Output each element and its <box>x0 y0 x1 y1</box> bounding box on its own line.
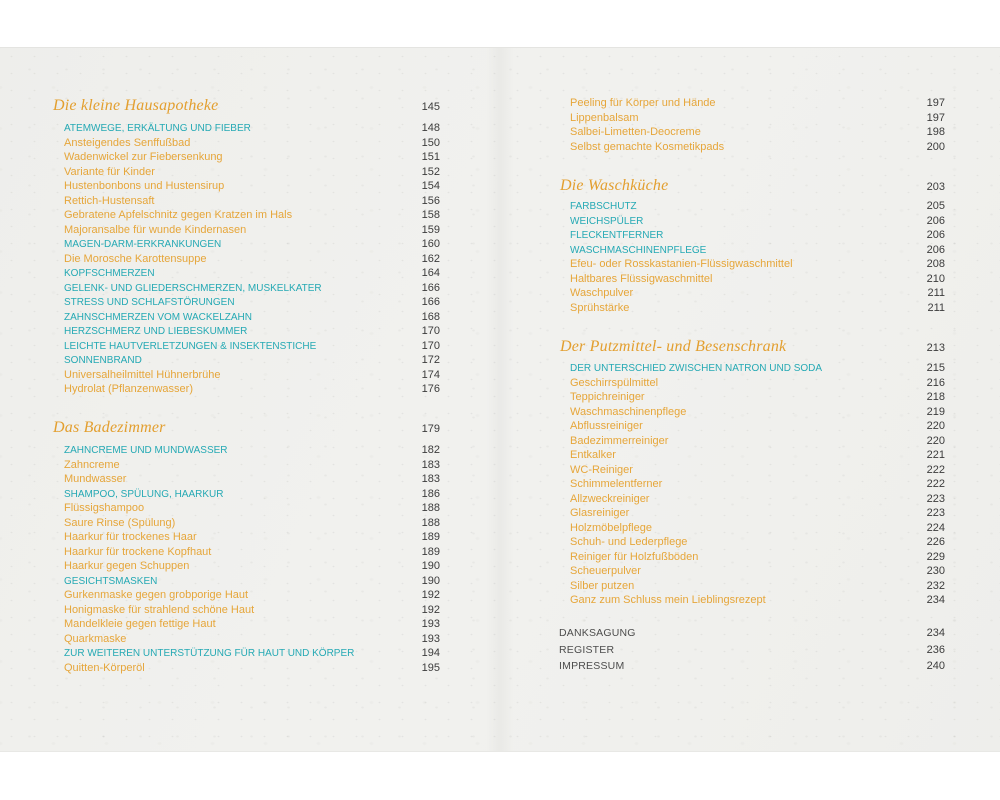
toc-recipe-entry <box>53 458 440 473</box>
entry-title: Sprühstärke <box>570 301 630 314</box>
entry-page-number: 183 <box>421 458 440 471</box>
toc-recipe-entry <box>559 272 945 287</box>
entry-page-number: 159 <box>421 223 440 236</box>
entry-page-number: 240 <box>926 660 945 672</box>
entry-title: Mundwasser <box>64 473 127 485</box>
entry-page-number: 188 <box>421 502 440 514</box>
section-heading-row <box>559 176 945 196</box>
entry-title: Peeling für Körper und Hände <box>570 97 716 109</box>
section-page-number: 203 <box>926 181 945 193</box>
entry-title: ZAHNCREME UND MUNDWASSER <box>64 445 228 456</box>
toc-recipe-entry <box>53 252 440 267</box>
entry-page-number: 190 <box>421 574 440 587</box>
section-heading: Der Putzmittel- und Besenschrank <box>560 338 787 355</box>
entry-title: Ganz zum Schluss mein Lieblingsrezept <box>570 594 766 606</box>
entry-page-number: 150 <box>421 136 440 149</box>
entry-title: WASCHMASCHINENPFLEGE <box>570 244 707 256</box>
toc-topic-entry <box>53 646 440 661</box>
entry-title: Entkalker <box>570 449 616 461</box>
toc-recipe-entry <box>53 208 440 223</box>
entry-title: Die Morosche Karottensuppe <box>64 252 207 265</box>
entry-page-number: 229 <box>926 550 945 563</box>
entry-page-number: 186 <box>421 487 440 500</box>
continued-entry-list <box>559 96 945 154</box>
section-page-number: 145 <box>421 101 440 113</box>
entry-page-number: 206 <box>926 214 945 227</box>
entry-page-number: 216 <box>926 376 945 389</box>
entry-title: Teppichreiniger <box>570 391 645 403</box>
toc-topic-entry <box>53 310 440 325</box>
entry-title: Saure Rinse (Spülung) <box>64 516 176 529</box>
entry-page-number: 190 <box>421 560 440 572</box>
entry-page-number: 172 <box>421 354 440 366</box>
entry-title: ATEMWEGE, ERKÄLTUNG UND FIEBER <box>64 123 251 134</box>
entry-page-number: 189 <box>421 531 440 543</box>
toc-recipe-entry <box>559 579 945 594</box>
toc-recipe-entry <box>53 165 440 180</box>
entry-page-number: 220 <box>926 434 945 447</box>
entry-page-number: 206 <box>926 229 945 241</box>
entry-title: DER UNTERSCHIED ZWISCHEN NATRON UND SODA <box>570 363 823 374</box>
entry-page-number: 200 <box>926 140 945 153</box>
section-page-number: 179 <box>421 423 440 435</box>
toc-recipe-entry <box>53 559 440 574</box>
entry-page-number: 205 <box>926 200 945 212</box>
entry-title: Haarkur gegen Schuppen <box>64 560 190 572</box>
entry-title: IMPRESSUM <box>559 660 625 672</box>
entry-page-number: 192 <box>421 603 440 616</box>
toc-recipe-entry <box>559 550 945 565</box>
section-entry-list <box>53 121 440 397</box>
entry-page-number: 223 <box>926 507 945 519</box>
toc-recipe-entry <box>559 390 945 405</box>
entry-title: Abflussreiniger <box>570 420 643 432</box>
entry-page-number: 211 <box>927 301 945 314</box>
entry-page-number: 230 <box>926 565 945 577</box>
entry-title: Glasreiniger <box>570 507 630 519</box>
toc-recipe-entry <box>53 179 440 194</box>
section-heading-row <box>53 96 440 116</box>
entry-page-number: 222 <box>926 478 945 490</box>
entry-title: Lippenbalsam <box>570 111 639 124</box>
back-matter-entry <box>559 642 945 659</box>
toc-recipe-entry <box>53 545 440 560</box>
entry-page-number: 166 <box>421 296 440 308</box>
entry-title: REGISTER <box>559 643 615 656</box>
entry-title: Ansteigendes Senffußbad <box>64 136 191 149</box>
entry-page-number: 223 <box>926 492 945 505</box>
entry-title: Schuh- und Lederpflege <box>570 536 688 548</box>
entry-title: Wadenwickel zur Fiebersenkung <box>64 151 223 163</box>
toc-recipe-entry <box>53 516 440 531</box>
entry-page-number: 198 <box>926 126 945 138</box>
entry-page-number: 164 <box>421 267 440 279</box>
entry-page-number: 208 <box>926 258 945 270</box>
entry-page-number: 211 <box>927 287 945 299</box>
entry-page-number: 168 <box>421 310 440 323</box>
toc-recipe-entry <box>559 593 945 608</box>
entry-title: Allzweckreiniger <box>570 492 650 505</box>
toc-topic-entry <box>53 339 440 354</box>
entry-title: KOPFSCHMERZEN <box>64 268 155 279</box>
toc-recipe-entry <box>559 492 945 507</box>
toc-recipe-entry <box>53 530 440 545</box>
toc-recipe-entry <box>53 472 440 487</box>
entry-title: Schimmelentferner <box>570 478 663 490</box>
entry-title: Quarkmaske <box>64 632 127 645</box>
entry-page-number: 170 <box>421 325 440 337</box>
toc-recipe-entry <box>559 419 945 434</box>
entry-page-number: 232 <box>926 579 945 592</box>
entry-page-number: 160 <box>421 238 440 250</box>
toc-recipe-entry <box>559 434 945 449</box>
entry-title: Mandelkleie gegen fettige Haut <box>64 618 216 630</box>
entry-title: Selbst gemachte Kosmetikpads <box>570 140 725 153</box>
entry-page-number: 197 <box>926 97 945 109</box>
section-heading-row <box>559 337 945 357</box>
back-matter-list <box>559 625 945 675</box>
entry-title: Reiniger für Holzfußböden <box>570 550 699 563</box>
entry-page-number: 152 <box>421 165 440 178</box>
entry-title: Waschpulver <box>570 287 634 299</box>
entry-title: Waschmaschinenpflege <box>570 405 687 418</box>
entry-page-number: 234 <box>926 627 945 639</box>
toc-topic-entry <box>53 574 440 589</box>
entry-title: Badezimmerreiniger <box>570 434 669 447</box>
toc-recipe-entry <box>559 477 945 492</box>
toc-recipe-entry <box>53 632 440 647</box>
toc-topic-entry <box>559 243 945 258</box>
entry-title: MAGEN-DARM-ERKRANKUNGEN <box>64 239 222 250</box>
entry-page-number: 148 <box>421 122 440 134</box>
toc-recipe-entry <box>53 150 440 165</box>
toc-recipe-entry <box>53 501 440 516</box>
toc-recipe-entry <box>559 125 945 140</box>
entry-page-number: 189 <box>421 545 440 558</box>
entry-page-number: 193 <box>421 632 440 645</box>
section-heading: Die Waschküche <box>560 177 669 194</box>
entry-page-number: 151 <box>421 151 440 163</box>
entry-page-number: 182 <box>421 444 440 456</box>
entry-page-number: 215 <box>926 362 945 374</box>
entry-title: Haarkur für trockene Kopfhaut <box>64 545 212 558</box>
entry-title: Universalheilmittel Hühnerbrühe <box>64 368 221 381</box>
entry-title: DANKSAGUNG <box>559 627 636 639</box>
entry-title: Zahncreme <box>64 458 120 471</box>
toc-recipe-entry <box>53 382 440 397</box>
entry-title: Gurkenmaske gegen grobporige Haut <box>64 589 249 601</box>
entry-title: HERZSCHMERZ UND LIEBESKUMMER <box>64 326 248 337</box>
entry-page-number: 162 <box>421 252 440 265</box>
entry-title: GESICHTSMASKEN <box>64 575 158 587</box>
toc-recipe-entry <box>53 617 440 632</box>
toc-recipe-entry <box>559 405 945 420</box>
entry-title: Hustenbonbons und Hustensirup <box>64 180 225 192</box>
toc-recipe-entry <box>559 376 945 391</box>
entry-page-number: 176 <box>421 383 440 395</box>
entry-page-number: 192 <box>421 589 440 601</box>
toc-topic-entry <box>559 214 945 229</box>
entry-title: GELENK- UND GLIEDERSCHMERZEN, MUSKELKATER <box>64 282 322 294</box>
toc-recipe-entry <box>559 140 945 155</box>
toc-topic-entry <box>559 228 945 243</box>
entry-title: Honigmaske für strahlend schöne Haut <box>64 603 255 616</box>
entry-title: LEICHTE HAUTVERLETZUNGEN & INSEKTENSTICHE <box>64 340 317 352</box>
toc-recipe-entry <box>559 257 945 272</box>
entry-page-number: 206 <box>926 243 945 256</box>
toc-recipe-entry <box>53 368 440 383</box>
section-heading: Das Badezimmer <box>53 419 166 436</box>
toc-topic-entry <box>559 361 945 376</box>
entry-title: Haarkur für trockenes Haar <box>64 531 197 543</box>
entry-page-number: 188 <box>421 516 440 529</box>
entry-page-number: 220 <box>926 420 945 432</box>
entry-page-number: 219 <box>926 405 945 418</box>
entry-page-number: 170 <box>421 339 440 352</box>
section-heading: Die kleine Hausapotheke <box>53 97 219 114</box>
entry-title: Majoransalbe für wunde Kindernasen <box>64 223 247 236</box>
entry-page-number: 218 <box>926 391 945 403</box>
entry-page-number: 154 <box>421 180 440 192</box>
toc-recipe-entry <box>559 448 945 463</box>
entry-title: ZUR WEITEREN UNTERSTÜTZUNG FÜR HAUT UND KÖRPER <box>64 648 355 659</box>
section-page-number: 213 <box>926 342 945 354</box>
section-entry-list <box>53 443 440 675</box>
entry-title: WEICHSPÜLER <box>570 215 644 227</box>
back-matter-entry <box>559 658 945 675</box>
toc-recipe-entry <box>559 286 945 301</box>
entry-title: FLECKENTFERNER <box>570 230 664 241</box>
toc-topic-entry <box>559 199 945 214</box>
entry-page-number: 234 <box>926 594 945 606</box>
toc-topic-entry <box>53 324 440 339</box>
toc-recipe-entry <box>53 136 440 151</box>
entry-title: Rettich-Hustensaft <box>64 194 155 207</box>
entry-page-number: 195 <box>421 661 440 674</box>
entry-title: SHAMPOO, SPÜLUNG, HAARKUR <box>64 488 224 500</box>
entry-title: Flüssigshampoo <box>64 502 145 514</box>
toc-recipe-entry <box>559 463 945 478</box>
toc-topic-entry <box>53 353 440 368</box>
entry-title: Variante für Kinder <box>64 165 155 178</box>
entry-title: Hydrolat (Pflanzenwasser) <box>64 383 193 395</box>
entry-page-number: 193 <box>421 618 440 630</box>
entry-page-number: 197 <box>926 111 945 124</box>
entry-page-number: 166 <box>421 281 440 294</box>
entry-page-number: 174 <box>421 368 440 381</box>
entry-page-number: 158 <box>421 209 440 221</box>
entry-title: Holzmöbelpflege <box>570 521 652 534</box>
back-matter-entry <box>559 625 945 642</box>
entry-page-number: 224 <box>926 521 945 534</box>
entry-page-number: 236 <box>926 643 945 656</box>
toc-recipe-entry <box>559 96 945 111</box>
entry-title: Silber putzen <box>570 579 635 592</box>
entry-title: Salbei-Limetten-Deocreme <box>570 126 701 138</box>
entry-page-number: 226 <box>926 536 945 548</box>
toc-recipe-entry <box>559 301 945 316</box>
toc-recipe-entry <box>559 111 945 126</box>
toc-recipe-entry <box>559 535 945 550</box>
entry-title: ZAHNSCHMERZEN VOM WACKELZAHN <box>64 311 252 323</box>
entry-title: Quitten-Körperöl <box>64 661 145 674</box>
entry-title: Scheuerpulver <box>570 565 641 577</box>
entry-title: FARBSCHUTZ <box>570 201 637 212</box>
toc-recipe-entry <box>559 506 945 521</box>
entry-title: Haltbares Flüssigwaschmittel <box>570 272 713 285</box>
toc-topic-entry <box>53 443 440 458</box>
toc-topic-entry <box>53 295 440 310</box>
entry-title: WC-Reiniger <box>570 463 633 476</box>
toc-recipe-entry <box>53 588 440 603</box>
toc-recipe-entry <box>53 223 440 238</box>
entry-page-number: 183 <box>421 473 440 485</box>
section-heading-row <box>53 418 440 438</box>
entry-page-number: 210 <box>926 272 945 285</box>
toc-topic-entry <box>53 281 440 296</box>
entry-title: STRESS UND SCHLAFSTÖRUNGEN <box>64 297 235 308</box>
toc-recipe-entry <box>53 603 440 618</box>
entry-title: SONNENBRAND <box>64 355 142 366</box>
toc-recipe-entry <box>559 564 945 579</box>
entry-page-number: 222 <box>926 463 945 476</box>
toc-topic-entry <box>53 121 440 136</box>
toc-recipe-entry <box>53 194 440 209</box>
toc-recipe-entry <box>559 521 945 536</box>
entry-page-number: 194 <box>421 647 440 659</box>
toc-topic-entry <box>53 266 440 281</box>
toc-recipe-entry <box>53 661 440 676</box>
entry-title: Efeu- oder Rosskastanien-Flüssigwaschmittel <box>570 258 793 270</box>
entry-title: Geschirrspülmittel <box>570 376 659 389</box>
section-entry-list <box>559 199 945 315</box>
entry-page-number: 221 <box>926 449 945 461</box>
toc-topic-entry <box>53 487 440 502</box>
toc-topic-entry <box>53 237 440 252</box>
entry-title: Gebratene Apfelschnitz gegen Kratzen im Hals <box>64 209 293 221</box>
page-gutter <box>486 48 514 751</box>
section-entry-list <box>559 361 945 608</box>
entry-page-number: 156 <box>421 194 440 207</box>
